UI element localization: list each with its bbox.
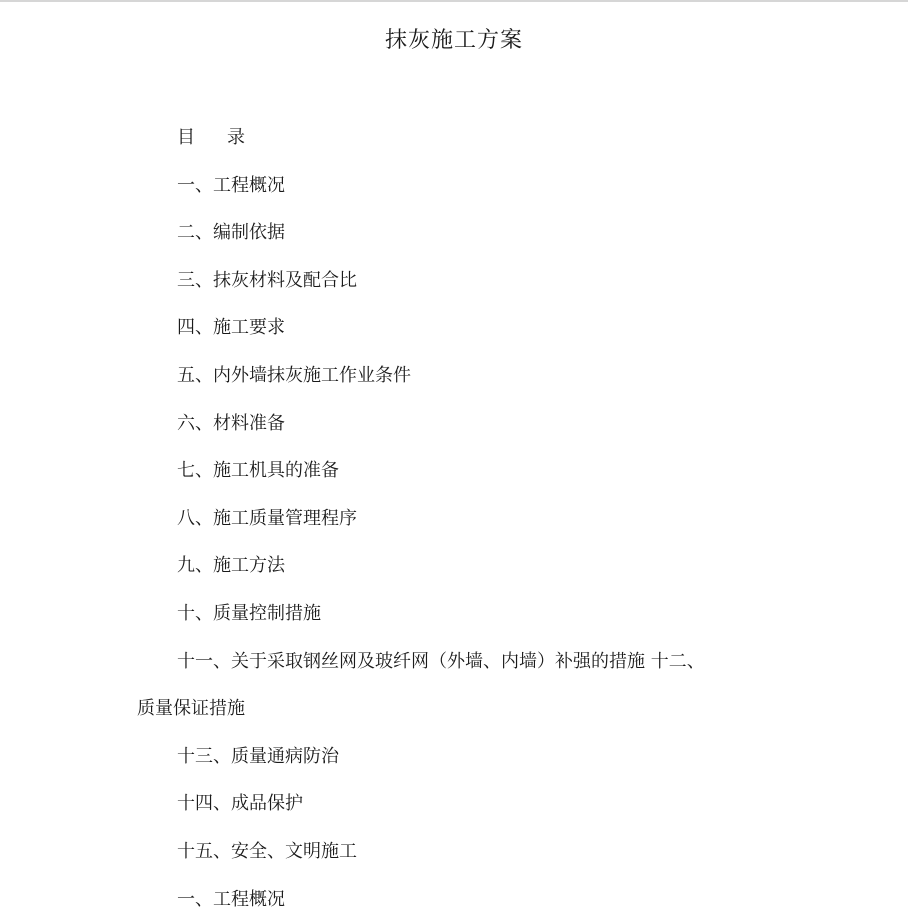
toc-item: 八、施工质量管理程序 (137, 495, 777, 543)
toc-item: 十四、成品保护 (137, 780, 777, 828)
toc-item: 五、内外墙抹灰施工作业条件 (137, 352, 777, 400)
toc-item: 一、工程概况 (137, 162, 777, 210)
toc-item: 九、施工方法 (137, 542, 777, 590)
toc-item-wrapped-line: 十一、关于采取钢丝网及玻纤网（外墙、内墙）补强的措施 十二、 (137, 638, 777, 686)
toc-item: 四、施工要求 (137, 304, 777, 352)
toc-item: 十三、质量通病防治 (137, 733, 777, 781)
page-top-border (0, 0, 908, 2)
toc-item: 二、编制依据 (137, 209, 777, 257)
toc-item: 十、质量控制措施 (137, 590, 777, 638)
table-of-contents (137, 114, 777, 923)
document-title: 抹灰施工方案 (0, 24, 908, 58)
toc-item: 十五、安全、文明施工 (137, 828, 777, 876)
toc-item: 三、抹灰材料及配合比 (137, 257, 777, 305)
section-heading: 一、工程概况 (137, 876, 777, 923)
toc-item: 六、材料准备 (137, 400, 777, 448)
toc-heading-left: 目 (177, 127, 195, 148)
toc-heading (137, 114, 777, 162)
toc-item: 七、施工机具的准备 (137, 447, 777, 495)
toc-heading-right: 录 (227, 127, 245, 148)
toc-item-continuation: 质量保证措施 (137, 685, 777, 733)
